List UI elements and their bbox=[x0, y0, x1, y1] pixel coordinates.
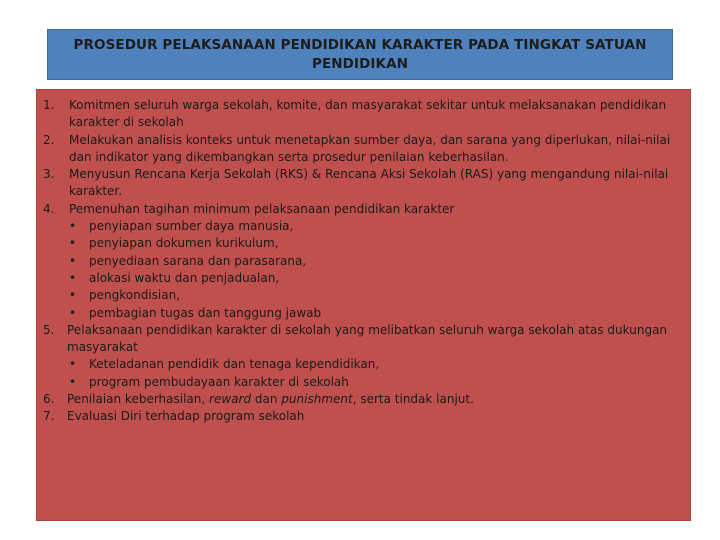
bullet-icon: • bbox=[69, 305, 77, 320]
item-number: 1. bbox=[43, 98, 55, 112]
list-item-7 bbox=[43, 408, 680, 425]
bullet-text: penyiapan sumber daya manusia, bbox=[89, 219, 294, 234]
item-number: 3. bbox=[43, 167, 55, 182]
bullet-item bbox=[43, 374, 680, 391]
bullet-item bbox=[43, 235, 680, 252]
item-text: Melakukan analisis konteks untuk menetapkan sumber daya, dan sarana yang diperlukan, nilai-nilai dan indikator yang dikembangkan serta prosedur penilaian keberhasilan. bbox=[69, 132, 671, 164]
item-text: Pelaksanaan pendidikan karakter di sekolah yang melibatkan seluruh warga sekolah atas dukungan masyarakat bbox=[67, 322, 668, 355]
bullet-icon: • bbox=[69, 357, 77, 372]
item-text-part: dan bbox=[251, 392, 282, 407]
bullet-icon: • bbox=[69, 236, 77, 251]
item-text bbox=[67, 391, 680, 408]
list-item-6 bbox=[43, 391, 680, 408]
item-text-emphasis: punishment bbox=[281, 392, 353, 407]
list-item-3 bbox=[43, 166, 680, 201]
bullet-item bbox=[43, 270, 680, 287]
item-text-part: , serta tindak lanjut. bbox=[352, 392, 474, 407]
bullet-list-5 bbox=[43, 356, 680, 391]
item-number: 6. bbox=[43, 392, 55, 407]
list-item-5 bbox=[43, 322, 680, 357]
bullet-item bbox=[43, 287, 680, 304]
bullet-item bbox=[43, 218, 680, 235]
bullet-text: penyediaan sarana dan parasarana, bbox=[89, 253, 307, 268]
item-number: 2. bbox=[43, 132, 55, 147]
item-text: Pemenuhan tagihan minimum pelaksanaan pendidikan karakter bbox=[69, 201, 455, 216]
bullet-text: pembagian tugas dan tanggung jawab bbox=[89, 305, 322, 320]
list-item-1 bbox=[43, 97, 680, 132]
bullet-icon: • bbox=[69, 270, 77, 285]
item-text-part: Penilaian keberhasilan, bbox=[67, 392, 210, 407]
item-text: Evaluasi Diri terhadap program sekolah bbox=[67, 409, 305, 424]
bullet-text: program pembudayaan karakter di sekolah bbox=[89, 374, 349, 389]
bullet-text: Keteladanan pendidik dan tenaga kependidikan, bbox=[89, 357, 380, 372]
item-number: 7. bbox=[43, 409, 55, 424]
title-banner bbox=[47, 29, 673, 80]
bullet-item bbox=[43, 253, 680, 270]
item-text: Komitmen seluruh warga sekolah, komite, dan masyarakat sekitar untuk melaksanakan pendidikan karakter di sekolah bbox=[69, 98, 667, 130]
bullet-text: alokasi waktu dan penjadualan, bbox=[89, 270, 280, 285]
bullet-icon: • bbox=[69, 288, 77, 303]
item-text: Menyusun Rencana Kerja Sekolah (RKS) & Rencana Aksi Sekolah (RAS) yang mengandung nilai-nilai karakter. bbox=[69, 167, 669, 199]
bullet-icon: • bbox=[69, 253, 77, 268]
bullet-icon: • bbox=[69, 219, 77, 234]
list-item-2 bbox=[43, 132, 680, 167]
item-number: 4. bbox=[43, 201, 55, 216]
bullet-item bbox=[43, 305, 680, 322]
bullet-item bbox=[43, 356, 680, 373]
item-number: 5. bbox=[43, 322, 55, 337]
bullet-text: penyiapan dokumen kurikulum, bbox=[89, 236, 279, 251]
page-title: PROSEDUR PELAKSANAAN PENDIDIKAN KARAKTER PADA TINGKAT SATUAN PENDIDIKAN bbox=[73, 36, 647, 72]
bullet-icon: • bbox=[69, 374, 77, 389]
list-item-4 bbox=[43, 201, 680, 218]
bullet-list-4 bbox=[43, 218, 680, 322]
item-text-emphasis: reward bbox=[209, 392, 252, 407]
bullet-text: pengkondisian, bbox=[89, 288, 181, 303]
procedure-list bbox=[36, 89, 691, 521]
